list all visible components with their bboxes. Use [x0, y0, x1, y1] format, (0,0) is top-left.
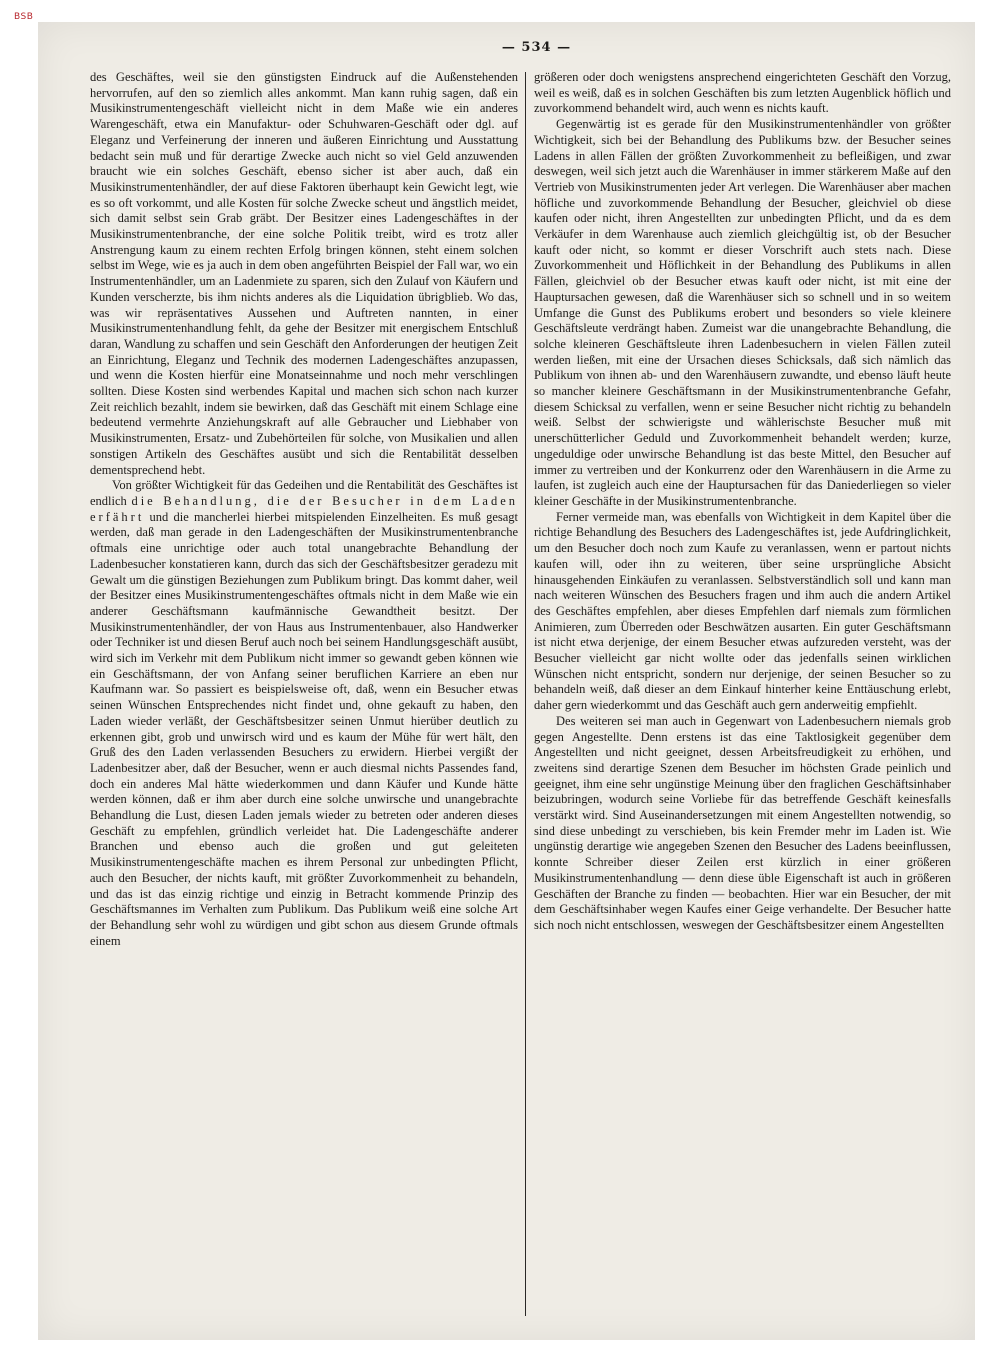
- scanned-page: [38, 22, 975, 1340]
- paragraph: größeren oder doch wenigstens ansprechend eingerichteten Geschäft den Vorzug, weil es weiß, daß es in solchen Geschäften bis zum letzten Augenblick höflich und zuvorkommend behandelt wird, auch wenn es nichts kauft.: [534, 70, 951, 116]
- paragraph-text: und die mancherlei hierbei mitspielenden Einzelheiten. Es muß gesagt werden, daß man gerade in den Ladengeschäften der Musikinstrumentenbranche oftmals eine unrichtige oder auch total unangebrachte Behandlung der Ladenbesucher konstatieren kann, durch das sich der Geschäftsbesitzer geradezu mit Gewalt um die günstigen Beziehungen zum Publikum bringt. Das kommt daher, weil der Besitzer eines Musikinstrumentengeschäftes oftmals nicht in dem Maße wie ein anderer Geschäftsmann kaufmännische Gewandtheit besitzt. Der Musikinstrumentenhändler, der von Haus aus Instrumentenbauer, also Handwerker oder Techniker ist und diesen Beruf auch noch bei seinem Handlungsgeschäft ausübt, wird sich im Verkehr mit dem Publikum nicht immer so gewandt geben können wie ein Geschäftsmann, der von Anfang seiner beruflichen Karriere an eben nur Kaufmann war. So passiert es beispielsweise oft, daß, wenn ein Besucher etwas seinen Wünschen Entsprechendes nicht findet und, ohne gekauft zu haben, den Laden wieder verläßt, der Geschäftsbesitzer seinen Unmut hierüber deutlich zu erkennen gibt, grob und unwirsch wird und es kaum der Mühe für wert hält, den Gruß des den Laden verlassenden Besuchers zu erwidern. Hierbei vergißt der Ladenbesitzer aber, daß der Besucher, wenn er auch diesmal nichts Passendes fand, doch ein anderes Mal hätte wiederkommen und dann Käufer und Kunde hätte werden können, daß er ihm aber durch eine solche unwirsche und unangebrachte Behandlung die Lust, diesen Laden jemals wieder zu betreten oder anderen dieses Geschäft zu empfehlen, gründlich verleidet hat. Die Ladengeschäfte anderer Branchen und ebenso auch die großen und gut geleiteten Musikinstrumentengeschäfte machen es ihrem Personal zur unbedingten Pflicht, auch den Besucher, der nichts kauft, mit größter Zuvorkommenheit zu behandeln, und das ist das einzig richtige und einzig in Betracht kommende Prinzip des Geschäftsmannes im Verhalten zum Publikum. Das Publikum weiß eine solche Art der Behandlung sehr wohl zu würdigen und gibt schon aus diesem Grunde oftmals einem: [90, 509, 518, 948]
- library-mark: BSB: [14, 12, 34, 22]
- page-number: — 534 —: [501, 40, 572, 55]
- paragraph: Ferner vermeide man, was ebenfalls von Wichtigkeit in dem Kapitel über die richtige Behandlung des Besuchers des Ladengeschäftes ist, jede Aufdringlichkeit, um den Besucher doch noch zum Kaufe zu veranlassen, wenn er partout nichts kaufen will, oder ihn zu weiteren, über seine ursprüngliche Absicht hinausgehenden Einkäufen zu veranlassen. Selbstverständlich soll und kann man nach weiteren Wünschen des Besuchers fragen und ihm auch die andern Artikel des Geschäftes empfehlen, aber dieses Empfehlen darf niemals zum förmlichen Animieren, zum Überreden oder Beschwätzen ausarten. Ein guter Geschäftsmann ist nicht etwa derjenige, der einem Besucher etwas aufzureden versteht, was der Besucher vielleicht gar nicht wollte oder das jedenfalls seinen wirklichen Wünschen nicht entspricht, sondern nur derjenige, der seinen Besucher so zu behandeln weiß, daß dieser an dem Einkauf hinterher keine Enttäuschung erlebt, daher gern wiederkommt und das Geschäft auch gern anderweitig empfiehlt.: [534, 509, 951, 713]
- left-column: [90, 70, 518, 949]
- paragraph-text: Von größter Wichtigkeit für das Gedeihen und die Rentabilität des Geschäftes ist endlich: [90, 478, 518, 508]
- paragraph: Gegenwärtig ist es gerade für den Musikinstrumentenhändler von größter Wichtigkeit, sich bei der Behandlung des Publikums bzw. der Besucher seines Ladens in allen Fällen der größten Zuvorkommenheit zu befleißigen, und zwar deswegen, weil sich jetzt auch die Warenhäuser in immer stärkerem Maße auf den Vertrieb von Musikinstrumenten jeder Art verlegen. Die Warenhäuser aber machen höfliche und zuvorkommende Behandlung der Besucher, gleichviel ob diese kaufen oder nicht, ihren Angestellten zur unbedingten Pflicht, und da es dem Verkäufer in dem Warenhause auch ziemlich gleichgültig ist, ob der Besucher kauft oder nicht, so kommt er dieser Vorschrift auch stets nach. Diese Zuvorkommenheit und Höflichkeit in der Behandlung des Publikums in allen Fällen, gleichviel ob der Besucher etwas kauft oder nicht, ist mit eine der Hauptursachen gewesen, daß die Warenhäuser sich so schnell und in so weitem Umfange die Gunst des Publikums erobert und besonders so viele kleinere Geschäftsleute verdrängt haben. Zumeist war die unangebrachte Behandlung, die solche kleineren Geschäftsleute ihren Ladenbesuchern in vielen Fällen zuteil werden ließen, mit eine der Ursachen dieses Schicksals, daß sich nämlich das Publikum von ihnen ab- und den Warenhäusern zuwandte, und ebenso läuft heute so mancher kleinere Geschäftsmann in der Musikinstrumentenbranche Gefahr, diesem Schicksal zu verfallen, wenn er seine Besucher nicht richtig zu behandeln weiß. Selbst der schwierigste und wählerischste Besucher muß mit unerschütterlicher Geduld und Zuvorkommenheit behandelt werden; kurze, ungeduldige oder unwirsche Behandlung ist das beste Mittel, den Besucher auf immer zu vertreiben und der Konkurrenz oder den Warenhäusern in die Arme zu laufen, ist zugleich auch eine der Hauptursachen für das Daniederliegen so vieler kleiner Geschäfte in der Musikinstrumentenbranche.: [534, 117, 951, 508]
- paragraph: Des weiteren sei man auch in Gegenwart von Ladenbesuchern niemals grob gegen Angestellte. Denn erstens ist das eine Taktlosigkeit gegenüber dem Angestellten und nicht geeignet, dessen Arbeitsfreudigkeit zu erhöhen, und zweitens sind derartige Szenen dem Besucher im höchsten Grade peinlich und geeignet, ihm eine sehr ungünstige Meinung über den fraglichen Geschäftsinhaber beizubringen, wodurch seine Vorliebe für das betreffende Geschäft keinesfalls verstärkt wird. Sind Auseinandersetzungen mit einem Angestellten notwendig, so sind diese unbedingt zu verschieben, bis kein Fremder mehr im Laden ist. Wie ungünstig derartige wie angegeben Szenen den Besucher des Ladens beeinflussen, konnte Schreiber dieser Zeilen erst kürzlich in einer größeren Musikinstrumentenhandlung — denn diese üble Eigenschaft ist auch in größeren Geschäften der Branche zu finden — beobachten. Hier war ein Besucher, der mit dem Geschäftsinhaber wegen Kaufes einer Geige verhandelte. Der Besucher hatte sich noch nicht entschlossen, weswegen der Geschäftsbesitzer einem Angestellten: [534, 713, 951, 932]
- spaced-emphasis: die Behandlung, die der Besucher in dem Laden erfährt: [90, 493, 518, 524]
- paragraph: des Geschäftes, weil sie den günstigsten Eindruck auf die Außenstehenden hervorrufen, auf den so ziemlich alles ankommt. Man kann ruhig sagen, daß ein Musikinstrumentengeschäft vielleicht nicht in dem Maße wie ein anderes Warengeschäft, etwa ein Manufaktur- oder Schuhwaren-Geschäft oder dgl. auf Eleganz und Verfeinerung der inneren und äußeren Einrichtung und Ausstattung bedacht sein muß und für derartige Zwecke auch nicht so viel Geld anzuwenden braucht wie ein solches Geschäft, ebenso sicher ist aber auch, daß ein Musikinstrumentenhändler, der auf diese Faktoren überhaupt kein Gewicht legt, wie es so oft vorkommt, und alle Kosten für solche Zwecke scheut und ängstlich meidet, sich damit selbst sein Grab gräbt. Der Besitzer eines Ladengeschäftes in der Musikinstrumentenbranche, der eine solche Politik treibt, wird es trotz aller Anstrengung kaum zu einem rechten Erfolg bringen können, steht einem solchen selbst im Wege, wie es ja auch in dem oben angeführten Beispiel der Fall war, wo ein Instrumentenhändler, um an Ladenmiete zu sparen, sich den Zulauf von Käufern und Kunden verscherzte, bis ihm nichts anderes als die Liquidation übrigblieb. Wo das, was wir repräsentatives Aussehen und Auftreten nannten, in einer Musikinstrumentenhandlung fehlt, da gehe der Besitzer mit energischem Entschluß daran, Wandlung zu schaffen und sein Geschäft den Anforderungen der heutigen Zeit an Einrichtung, Eleganz und Technik des modernen Ladengeschäftes anzupassen, und wenn die Kosten hierfür eine Monatseinnahme und noch mehr verschlingen sollten. Diese Kosten sind werbendes Kapital und machen sich schon nach kurzer Zeit reichlich bezahlt, indem sie bewirken, daß das Geschäft mit einem Schlage eine bedeutend vermehrte Anziehungskraft auf alle Gebraucher und Liebhaber von Musikinstrumenten, Ersatz- und Zubehörteilen für solche, von Musikalien und allen sonstigen Artikeln des Geschäftes ausübt und sich die Rentabilität desselben dementsprechend hebt.: [90, 70, 518, 477]
- column-divider: [525, 72, 526, 1316]
- right-column: [534, 70, 951, 934]
- paragraph: [90, 478, 518, 949]
